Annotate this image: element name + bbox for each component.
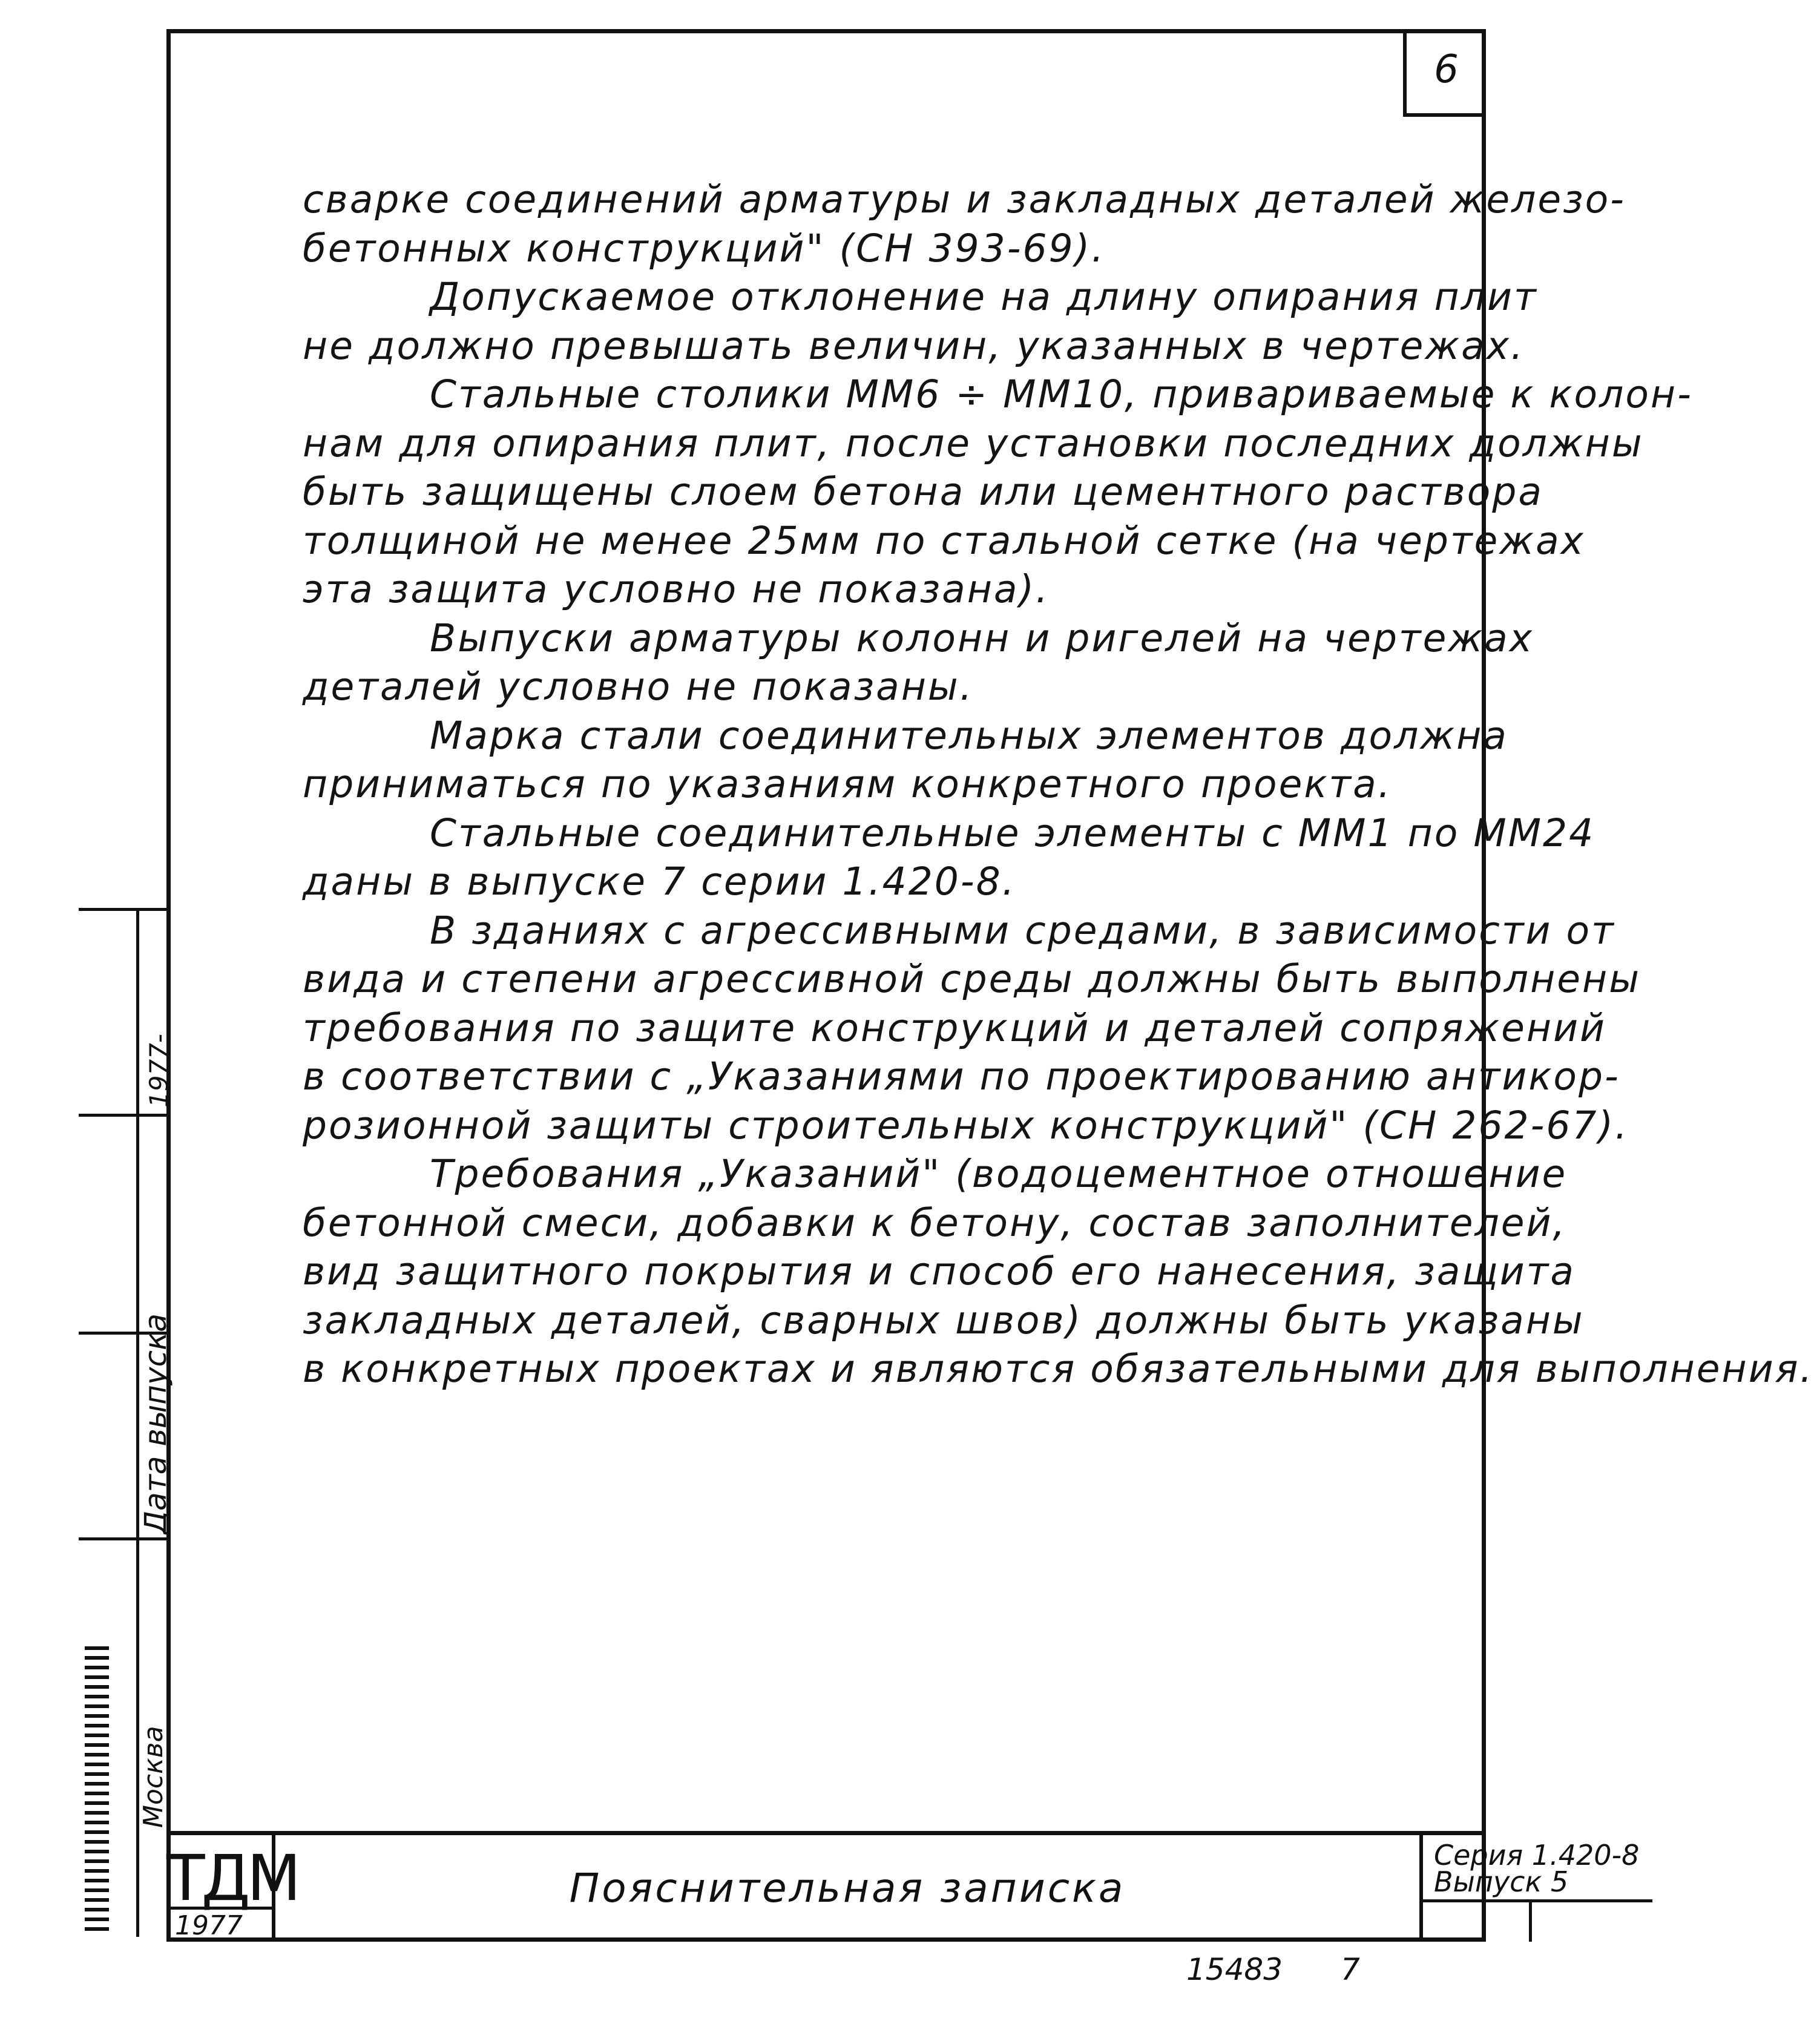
org-logo: ТДМ [166, 1841, 298, 1915]
text-line: сварке соединений арматуры и закладных деталей железо- [303, 177, 1626, 222]
text-line: даны в выпуске 7 серии 1.420-8. [303, 859, 1016, 904]
series-label: Серия 1.420-8 [1434, 1839, 1640, 1871]
text-line: приниматься по указаниям конкретного проекта. [303, 762, 1392, 806]
margin-year-stamp: 1977- [144, 1033, 174, 1108]
issue-label: Выпуск 5 [1434, 1865, 1569, 1898]
organization-stamp [85, 1646, 109, 1937]
page-number-box [1403, 29, 1486, 117]
document-title: Пояснительная записка [569, 1865, 1126, 1911]
text-line: Стальные соединительные элементы с ММ1 по ММ24 [430, 811, 1595, 855]
text-line: быть защищены слоем бетона или цементного раствора [303, 470, 1543, 514]
text-line: закладных деталей, сварных швов) должны быть указаны [303, 1298, 1585, 1342]
margin-tick [79, 1537, 166, 1540]
text-line: бетонной смеси, добавки к бетону, состав заполнителей, [303, 1201, 1567, 1245]
text-line: вида и степени агрессивной среды должны быть выполнены [303, 957, 1641, 1001]
margin-tick [79, 908, 166, 911]
logo-cell [166, 1835, 298, 1942]
text-line: деталей условно не показаны. [303, 665, 974, 709]
text-line: Требования „Указаний" (водоцементное отношение [430, 1152, 1568, 1196]
text-line: не должно превышать величин, указанных в чертежах. [303, 324, 1525, 368]
text-line: Выпуски арматуры колонн и ригелей на чертежах [430, 616, 1534, 660]
sheet-number: 7 [1341, 1952, 1360, 1987]
title-block [166, 1831, 1640, 1942]
text-line: толщиной не менее 25мм по стальной сетке (на чертежах [303, 519, 1585, 563]
series-vdivider [1529, 1899, 1532, 1942]
text-line: Допускаемое отклонение на длину опирания плит [430, 275, 1538, 319]
text-line: вид защитного покрытия и способ его нанесения, защита [303, 1249, 1576, 1293]
sheet-code: 15483 [1186, 1952, 1283, 1987]
margin-issue-date-label: Дата выпуска [138, 1313, 173, 1534]
text-line: Стальные столики ММ6 ÷ ММ10, привариваемые к колон- [430, 372, 1693, 416]
text-line: эта защита условно не показана). [303, 567, 1050, 611]
text-line: Марка стали соединительных элементов должна [430, 714, 1508, 758]
text-line: в конкретных проектах и являются обязательными для выполнения. [303, 1347, 1814, 1391]
text-line: В зданиях с агрессивными средами, в зависимости от [430, 909, 1615, 953]
series-divider [1423, 1899, 1652, 1902]
text-line: розионной защиты строительных конструкций" (СН 262-67). [303, 1103, 1629, 1148]
series-cell [1419, 1835, 1652, 1942]
text-line: нам для опирания плит, после установки последних должны [303, 421, 1644, 465]
text-line: в соответствии с „Указаниями по проектированию антикор- [303, 1054, 1620, 1099]
margin-tick [79, 1114, 166, 1117]
logo-year: 1977 [175, 1910, 243, 1941]
text-line: требования по защите конструкций и деталей сопряжений [303, 1006, 1606, 1050]
page-number: 6 [1434, 47, 1459, 92]
margin-org-city: Москва [138, 1726, 169, 1828]
text-line: бетонных конструкций" (СН 393-69). [303, 226, 1106, 271]
logo-divider [166, 1907, 272, 1910]
